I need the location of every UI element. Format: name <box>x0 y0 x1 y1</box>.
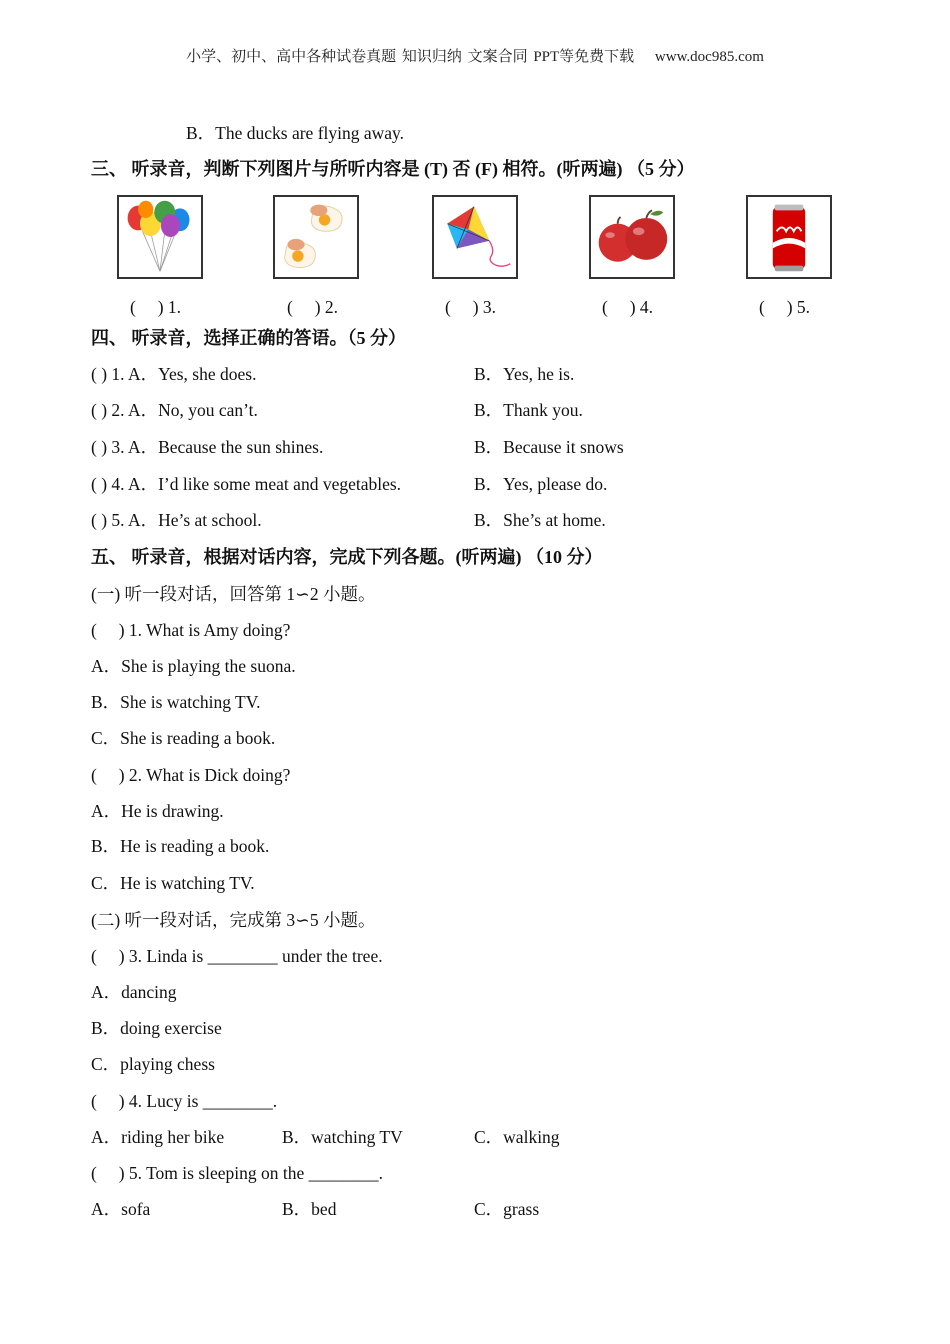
eggs-icon <box>275 197 357 277</box>
q5-3-option-a: A．dancing <box>91 982 177 1002</box>
q5-5-option-b: B．bed <box>282 1199 337 1219</box>
q5-4-option-c: C．walking <box>474 1127 560 1147</box>
section-5-part-2: (二) 听一段对话，完成第 3∽5 小题。 <box>91 910 376 930</box>
picture-4 <box>589 195 675 279</box>
q5-4-option-a: A．riding her bike <box>91 1127 225 1147</box>
q5-2-question: ( ) 2. What is Dick doing? <box>91 765 291 785</box>
q4-2-option-b: B．Thank you. <box>474 400 583 420</box>
picture-2-label: ( ) 2. <box>287 297 339 317</box>
q5-2-option-c: C．He is watching TV. <box>91 873 255 893</box>
picture-2 <box>273 195 359 279</box>
q4-3-option-b: B．Because it snows <box>474 437 624 457</box>
q5-5-question: ( ) 5. Tom is sleeping on the ________. <box>91 1163 384 1183</box>
cola-can-icon <box>748 197 830 277</box>
q5-2-option-a: A．He is drawing. <box>91 801 224 821</box>
section-3-title: 三、 听录音，判断下列图片与所听内容是 (T) 否 (F) 相符。(听两遍) （5 分） <box>91 159 695 179</box>
q5-5-option-a: A．sofa <box>91 1199 151 1219</box>
balloons-icon <box>119 197 201 277</box>
q4-4-option-a: ( ) 4. A．I’d like some meat and vegetables. <box>91 474 402 494</box>
picture-5 <box>746 195 832 279</box>
page-header: 小学、初中、高中各种试卷真题 知识归纳 文案合同 PPT等免费下载 www.doc985.com <box>186 49 764 65</box>
picture-1-label: ( ) 1. <box>130 297 182 317</box>
q5-1-option-c: C．She is reading a book. <box>91 728 276 748</box>
q5-3-option-c: C．playing chess <box>91 1054 215 1074</box>
apples-icon <box>591 197 673 277</box>
q4-1-option-b: B．Yes, he is. <box>474 364 575 384</box>
q5-3-option-b: B．doing exercise <box>91 1018 222 1038</box>
q5-4-question: ( ) 4. Lucy is ________. <box>91 1091 278 1111</box>
picture-4-label: ( ) 4. <box>602 297 654 317</box>
section-5-part-1: (一) 听一段对话，回答第 1∽2 小题。 <box>91 584 376 604</box>
picture-3 <box>432 195 518 279</box>
q5-2-option-b: B．He is reading a book. <box>91 836 270 856</box>
q4-5-option-b: B．She’s at home. <box>474 510 606 530</box>
q5-3-question: ( ) 3. Linda is ________ under the tree. <box>91 946 383 966</box>
picture-5-label: ( ) 5. <box>759 297 811 317</box>
section-4-title: 四、 听录音，选择正确的答语。（5 分） <box>91 328 406 348</box>
q5-1-option-b: B．She is watching TV. <box>91 692 261 712</box>
picture-1 <box>117 195 203 279</box>
q5-4-option-b: B．watching TV <box>282 1127 403 1147</box>
section-5-title: 五、 听录音，根据对话内容，完成下列各题。(听两遍) （10 分） <box>91 547 603 567</box>
q5-5-option-c: C．grass <box>474 1199 540 1219</box>
q4-2-option-a: ( ) 2. A．No, you can’t. <box>91 400 258 420</box>
q5-1-question: ( ) 1. What is Amy doing? <box>91 620 291 640</box>
kite-icon <box>434 197 516 277</box>
carry-over-option: B．The ducks are flying away. <box>186 123 405 143</box>
q4-1-option-a: ( ) 1. A．Yes, she does. <box>91 364 257 384</box>
q4-5-option-a: ( ) 5. A．He’s at school. <box>91 510 262 530</box>
q4-4-option-b: B．Yes, please do. <box>474 474 608 494</box>
q5-1-option-a: A．She is playing the suona. <box>91 656 296 676</box>
q4-3-option-a: ( ) 3. A．Because the sun shines. <box>91 437 324 457</box>
picture-3-label: ( ) 3. <box>445 297 497 317</box>
